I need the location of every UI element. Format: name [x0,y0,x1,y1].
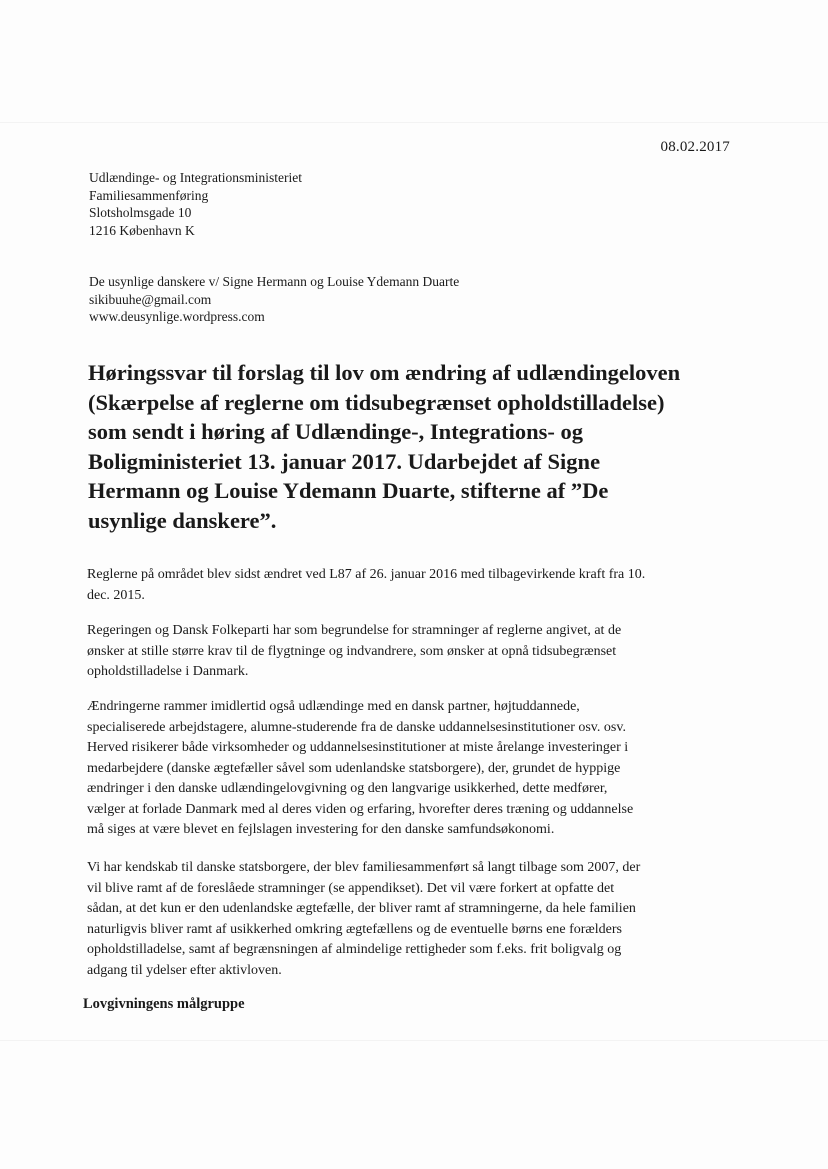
sender-email: sikibuuhe@gmail.com [89,291,212,307]
paragraph-line: må siges at være blevet en fejlslagen investering for den danske samfundsøkonomi. [87,822,555,837]
sender-name: De usynlige danskere v/ Signe Hermann og Louise Ydemann Duarte [89,274,460,289]
paragraph-4 [87,858,732,981]
paragraph-line: ændringer i den danske udlændingelovgivning og den langvarige usikkerhed, dette medfører, [87,781,608,796]
recipient-address [89,169,302,239]
recipient-line: 1216 København K [89,222,195,238]
paragraph-line: sådan, at det kun er den udenlandske ægtefælle, der bliver ramt af stramningerne, da hele familien [87,901,636,916]
paragraph-line: naturligvis bliver ramt af usikkerhed omkring ægtefællens og de eventuelle børns ene forælders [87,921,622,937]
paragraph-line: adgang til ydelser efter aktivloven. [87,962,282,978]
scan-artifact [0,1040,828,1041]
paragraph-line: medarbejdere (danske ægtefæller såvel som udenlandske statsborgere), der, grundet de hyppige [87,760,621,776]
heading-line: (Skærpelse af reglerne om tidsubegrænset opholdstilladelse) [88,389,665,415]
paragraph-line: Vi har kendskab til danske statsborgere, der blev familiesammenført så langt tilbage som 2007, der [87,860,641,875]
letter-date: 08.02.2017 [660,139,730,155]
heading-line: Boligministeriet 13. januar 2017. Udarbejdet af Signe [88,448,601,474]
paragraph-line: Regeringen og Dansk Folkeparti har som begrundelse for stramninger af reglerne angivet, at de [87,623,622,638]
paragraph-line: ønsker at stille større krav til de flygtninge og indvandrere, som ønsker at opnå tidsubegrænset [87,643,617,659]
paragraph-line: specialiserede arbejdstagere, alumne-studerende fra de danske uddannelsesinstitutioner osv. osv. [87,719,626,735]
recipient-line: Slotsholmsgade 10 [89,205,192,220]
paragraph-line: Herved risikerer både virksomheder og uddannelsesinstitutioner at miste årelange investeringer i [87,740,629,755]
recipient-line: Familiesammenføring [89,187,209,203]
paragraph-1 [87,565,732,606]
heading-line: usynlige danskere”. [88,507,277,533]
recipient-line: Udlændinge- og Integrationsministeriet [89,170,302,185]
heading-line: Høringssvar til forslag til lov om ændring af udlændingeloven [88,360,681,385]
paragraph-line: vælger at forlade Danmark med al deres viden og erfaring, hvorefter deres træning og uddannelse [87,801,634,817]
paragraph-line: vil blive ramt af de foreslåede stramninger (se appendikset). Det vil være forkert at opfatte det [87,880,615,896]
sender-block [89,273,459,326]
paragraph-line: Ændringerne rammer imidlertid også udlændinge med en dansk partner, højtuddannede, [87,699,580,714]
paragraph-2 [87,621,732,683]
letter-heading [88,358,738,535]
heading-line: Hermann og Louise Ydemann Duarte, stifterne af ”De [88,478,609,503]
scan-artifact [0,122,828,123]
section-heading: Lovgivningens målgruppe [83,996,245,1012]
paragraph-line: opholdstilladelse, samt af begrænsningen af almindelige rettigheder som f.eks. frit boligvalg og [87,942,622,957]
paragraph-line: Reglerne på området blev sidst ændret ved L87 af 26. januar 2016 med tilbagevirkende kraft fra 10. [87,567,646,582]
sender-website: www.deusynlige.wordpress.com [89,309,265,324]
paragraph-3 [87,697,732,841]
heading-line: som sendt i høring af Udlændinge-, Integrations- og [88,419,584,444]
paragraph-line: dec. 2015. [87,587,145,603]
paragraph-line: opholdstilladelse i Danmark. [87,664,249,679]
